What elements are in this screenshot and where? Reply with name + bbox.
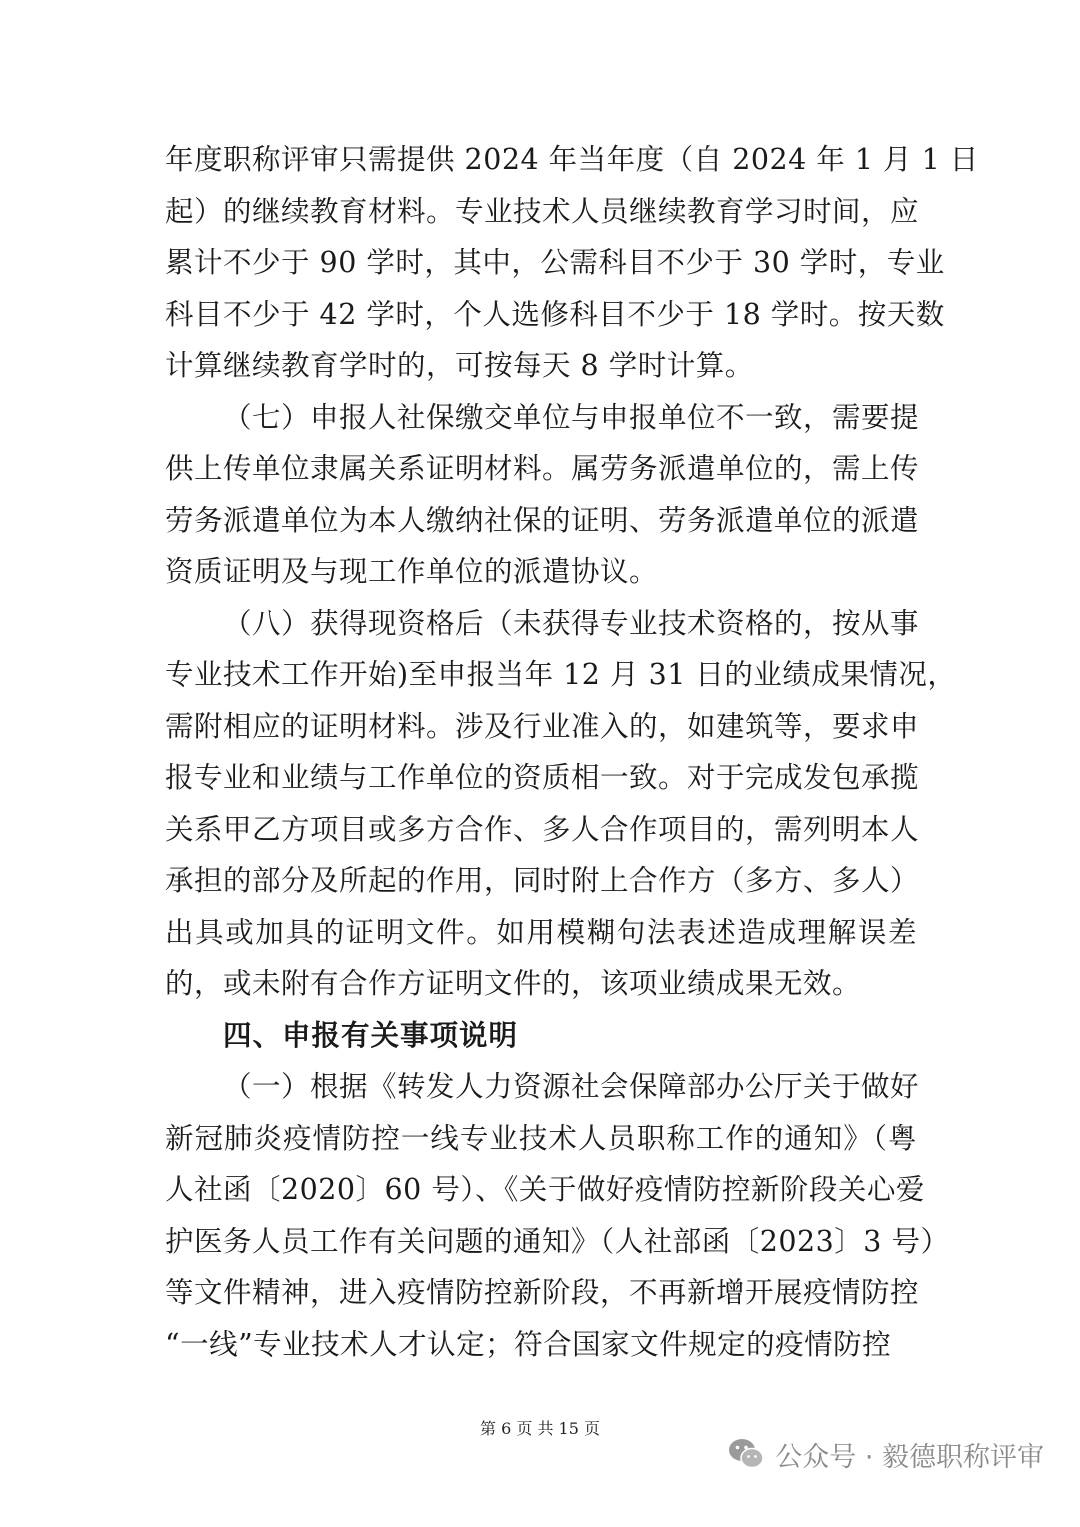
text-line: 计算继续教育学时的，可按每天 8 学时计算。	[165, 349, 754, 382]
text-line: 起）的继续教育材料。专业技术人员继续教育学习时间，应	[165, 194, 920, 228]
text-line: 的，或未附有合作方证明文件的，该项业绩成果无效。	[165, 967, 862, 1000]
text-line: “一线”专业技术人才认定；符合国家文件规定的疫情防控	[165, 1327, 892, 1361]
text-line: （八）获得现资格后（未获得专业技术资格的，按从事	[223, 606, 920, 640]
text-line: 出具或加具的证明文件。如用模糊句法表述造成理解误差	[165, 915, 917, 949]
text-line: 承担的部分及所起的作用，同时附上合作方（多方、多人）	[165, 864, 920, 897]
text-line: 人社函〔2020〕60 号）、《关于做好疫情防控新阶段关心爱	[165, 1173, 925, 1206]
text-line: 年度职称评审只需提供 2024 年当年度（自 2024 年 1 月 1 日	[165, 143, 979, 176]
text-line: 累计不少于 90 学时，其中，公需科目不少于 30 学时，专业	[165, 246, 945, 279]
watermark-text: 公众号 · 毅德职称评审	[775, 1441, 1044, 1473]
text-line: 新冠肺炎疫情防控一线专业技术人员职称工作的通知》（粤	[165, 1121, 917, 1155]
text-line: （一）根据《转发人力资源社会保障部办公厅关于做好	[223, 1070, 920, 1103]
page-number-footer: 第 6 页 共 15 页	[480, 1419, 600, 1438]
text-line: 劳务派遣单位为本人缴纳社保的证明、劳务派遣单位的派遣	[165, 503, 920, 537]
text-line: 科目不少于 42 学时，个人选修科目不少于 18 学时。按天数	[165, 297, 945, 331]
text-line: （七）申报人社保缴交单位与申报单位不一致，需要提	[223, 400, 920, 434]
wechat-watermark	[727, 1432, 1044, 1476]
text-line: 报专业和业绩与工作单位的资质相一致。对于完成发包承揽	[165, 761, 920, 794]
wechat-logo-icon	[727, 1437, 765, 1471]
text-line: 专业技术工作开始)至申报当年 12 月 31 日的业绩成果情况，	[165, 658, 957, 691]
text-line: 供上传单位隶属关系证明材料。属劳务派遣单位的，需上传	[165, 452, 920, 485]
text-line: 资质证明及与现工作单位的派遣协议。	[165, 555, 659, 588]
text-line: 等文件精神，进入疫情防控新阶段，不再新增开展疫情防控	[165, 1276, 920, 1309]
section-heading: 四、申报有关事项说明	[223, 1018, 519, 1052]
text-line: 护医务人员工作有关问题的通知》（人社部函〔2023〕3 号）	[165, 1224, 950, 1258]
text-line: 关系甲乙方项目或多方合作、多人合作项目的，需列明本人	[165, 812, 920, 846]
document-body	[165, 134, 979, 1370]
text-line: 需附相应的证明材料。涉及行业准入的，如建筑等，要求申	[165, 709, 920, 743]
